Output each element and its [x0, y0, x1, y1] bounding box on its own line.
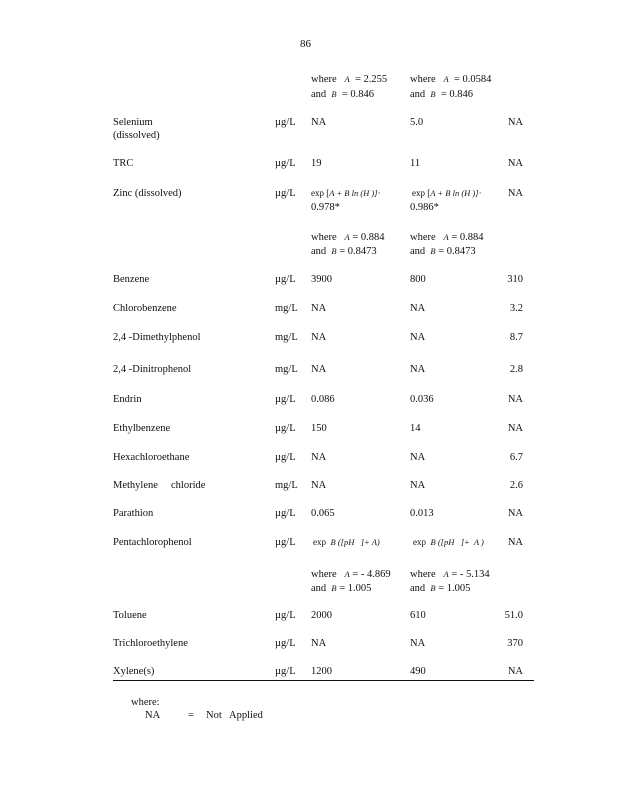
unit-ethylbenzene: µg/L: [275, 423, 296, 434]
row-name-endrin: Endrin: [113, 394, 142, 405]
row-name-pentachlorophenol: Pentachlorophenol: [113, 537, 192, 548]
row-name-ethylbenzene: Ethylbenzene: [113, 423, 171, 434]
dinitrophenol-c3: 2.8: [509, 364, 523, 375]
parathion-c1: 0.065: [311, 508, 335, 519]
top-note-col2-line1: where A = 0.0584: [410, 74, 492, 85]
endrin-c2: 0.036: [410, 394, 434, 405]
row-name-zinc: Zinc (dissolved): [113, 188, 182, 199]
dimethylphenol-c3: 8.7: [509, 332, 523, 343]
xylene-c1: 1200: [311, 666, 332, 677]
benzene-c2: 800: [410, 274, 426, 285]
unit-dimethylphenol: mg/L: [275, 332, 298, 343]
row-name-toluene: Toluene: [113, 610, 147, 621]
zinc-note-c1-a: where A = 0.884: [311, 232, 385, 243]
top-note-col2-line2: and B = 0.846: [410, 89, 474, 100]
zinc-c2-formula: exp [A + B ln (H )]·: [412, 188, 482, 198]
row-name-dinitrophenol: 2,4 -Dinitrophenol: [113, 364, 192, 375]
trc-c3: NA: [507, 158, 523, 169]
trichloroethylene-c2: NA: [410, 638, 426, 649]
unit-parathion: µg/L: [275, 508, 296, 519]
dimethylphenol-c2: NA: [410, 332, 426, 343]
row-name-benzene: Benzene: [113, 274, 150, 285]
zinc-c1-factor: 0.978*: [311, 202, 340, 213]
top-note-col1-line2: and B = 0.846: [311, 89, 375, 100]
footnote-where: where:: [131, 697, 160, 708]
unit-zinc: µg/L: [275, 188, 296, 199]
chlorobenzene-c2: NA: [410, 303, 426, 314]
footnote-meaning: Not Applied: [206, 710, 263, 721]
pcp-note-c1-b: and B = 1.005: [311, 583, 372, 594]
row-name-dimethylphenol: 2,4 -Dimethylphenol: [113, 332, 201, 343]
parathion-c2: 0.013: [410, 508, 434, 519]
xylene-c3: NA: [507, 666, 523, 677]
unit-dinitrophenol: mg/L: [275, 364, 298, 375]
endrin-c1: 0.086: [311, 394, 335, 405]
hexachloroethane-c2: NA: [410, 452, 426, 463]
trichloroethylene-c1: NA: [311, 638, 327, 649]
top-note-col1-line1: where A = 2.255: [311, 74, 388, 85]
toluene-c1: 2000: [311, 610, 332, 621]
zinc-c2-factor: 0.986*: [410, 202, 439, 213]
unit-methylene-chloride: mg/L: [275, 480, 298, 491]
hexachloroethane-c3: 6.7: [509, 452, 523, 463]
unit-pentachlorophenol: µg/L: [275, 537, 296, 548]
toluene-c2: 610: [410, 610, 426, 621]
ethylbenzene-c3: NA: [507, 423, 523, 434]
row-name-trichloroethylene: Trichloroethylene: [113, 638, 188, 649]
unit-hexachloroethane: µg/L: [275, 452, 296, 463]
row-name-selenium-sub: (dissolved): [113, 130, 160, 141]
trc-c1: 19: [311, 158, 322, 169]
row-name-selenium: Selenium: [113, 117, 153, 128]
row-name-parathion: Parathion: [113, 508, 154, 519]
methylene-chloride-c2: NA: [410, 480, 426, 491]
zinc-c3: NA: [507, 188, 523, 199]
row-name-xylene: Xylene(s): [113, 666, 155, 677]
row-name-trc: TRC: [113, 158, 134, 169]
dinitrophenol-c1: NA: [311, 364, 327, 375]
benzene-c3: 310: [507, 274, 523, 285]
pcp-c2-formula: exp B ([pH ]+ A ): [413, 537, 484, 547]
parathion-c3: NA: [507, 508, 523, 519]
hexachloroethane-c1: NA: [311, 452, 327, 463]
unit-trc: µg/L: [275, 158, 296, 169]
footnote-eq: =: [188, 710, 194, 721]
xylene-c2: 490: [410, 666, 426, 677]
dimethylphenol-c1: NA: [311, 332, 327, 343]
ethylbenzene-c1: 150: [311, 423, 327, 434]
pentachlorophenol-c3: NA: [507, 537, 523, 548]
unit-endrin: µg/L: [275, 394, 296, 405]
pcp-note-c1-a: where A = - 4.869: [311, 569, 391, 580]
dinitrophenol-c2: NA: [410, 364, 426, 375]
unit-trichloroethylene: µg/L: [275, 638, 296, 649]
trichloroethylene-c3: 370: [507, 638, 523, 649]
pcp-c1-formula: exp B ([pH ]+ A): [313, 537, 380, 547]
selenium-c2: 5.0: [410, 117, 424, 128]
pcp-note-c2-b: and B = 1.005: [410, 583, 471, 594]
selenium-c3: NA: [507, 117, 523, 128]
unit-toluene: µg/L: [275, 610, 296, 621]
table-bottom-rule: [113, 680, 534, 681]
trc-c2: 11: [410, 158, 421, 169]
row-name-hexachloroethane: Hexachloroethane: [113, 452, 190, 463]
row-name-chlorobenzene: Chlorobenzene: [113, 303, 177, 314]
unit-benzene: µg/L: [275, 274, 296, 285]
pcp-note-c2-a: where A = - 5.134: [410, 569, 490, 580]
page-number: 86: [300, 38, 311, 50]
zinc-note-c1-b: and B = 0.8473: [311, 246, 377, 257]
chlorobenzene-c3: 3.2: [509, 303, 523, 314]
endrin-c3: NA: [507, 394, 523, 405]
methylene-chloride-c1: NA: [311, 480, 327, 491]
methylene-chloride-c3: 2.6: [509, 480, 523, 491]
chlorobenzene-c1: NA: [311, 303, 327, 314]
footnote-abbr: NA: [145, 710, 161, 721]
unit-xylene: µg/L: [275, 666, 296, 677]
zinc-c1-formula: exp [A + B ln (H )]·: [311, 188, 381, 198]
unit-selenium: µg/L: [275, 117, 296, 128]
unit-chlorobenzene: mg/L: [275, 303, 298, 314]
ethylbenzene-c2: 14: [410, 423, 421, 434]
toluene-c3: 51.0: [504, 610, 523, 621]
benzene-c1: 3900: [311, 274, 332, 285]
zinc-note-c2-a: where A = 0.884: [410, 232, 484, 243]
selenium-c1: NA: [311, 117, 327, 128]
zinc-note-c2-b: and B = 0.8473: [410, 246, 476, 257]
row-name-methylene-chloride: Methylene chloride: [113, 480, 206, 491]
